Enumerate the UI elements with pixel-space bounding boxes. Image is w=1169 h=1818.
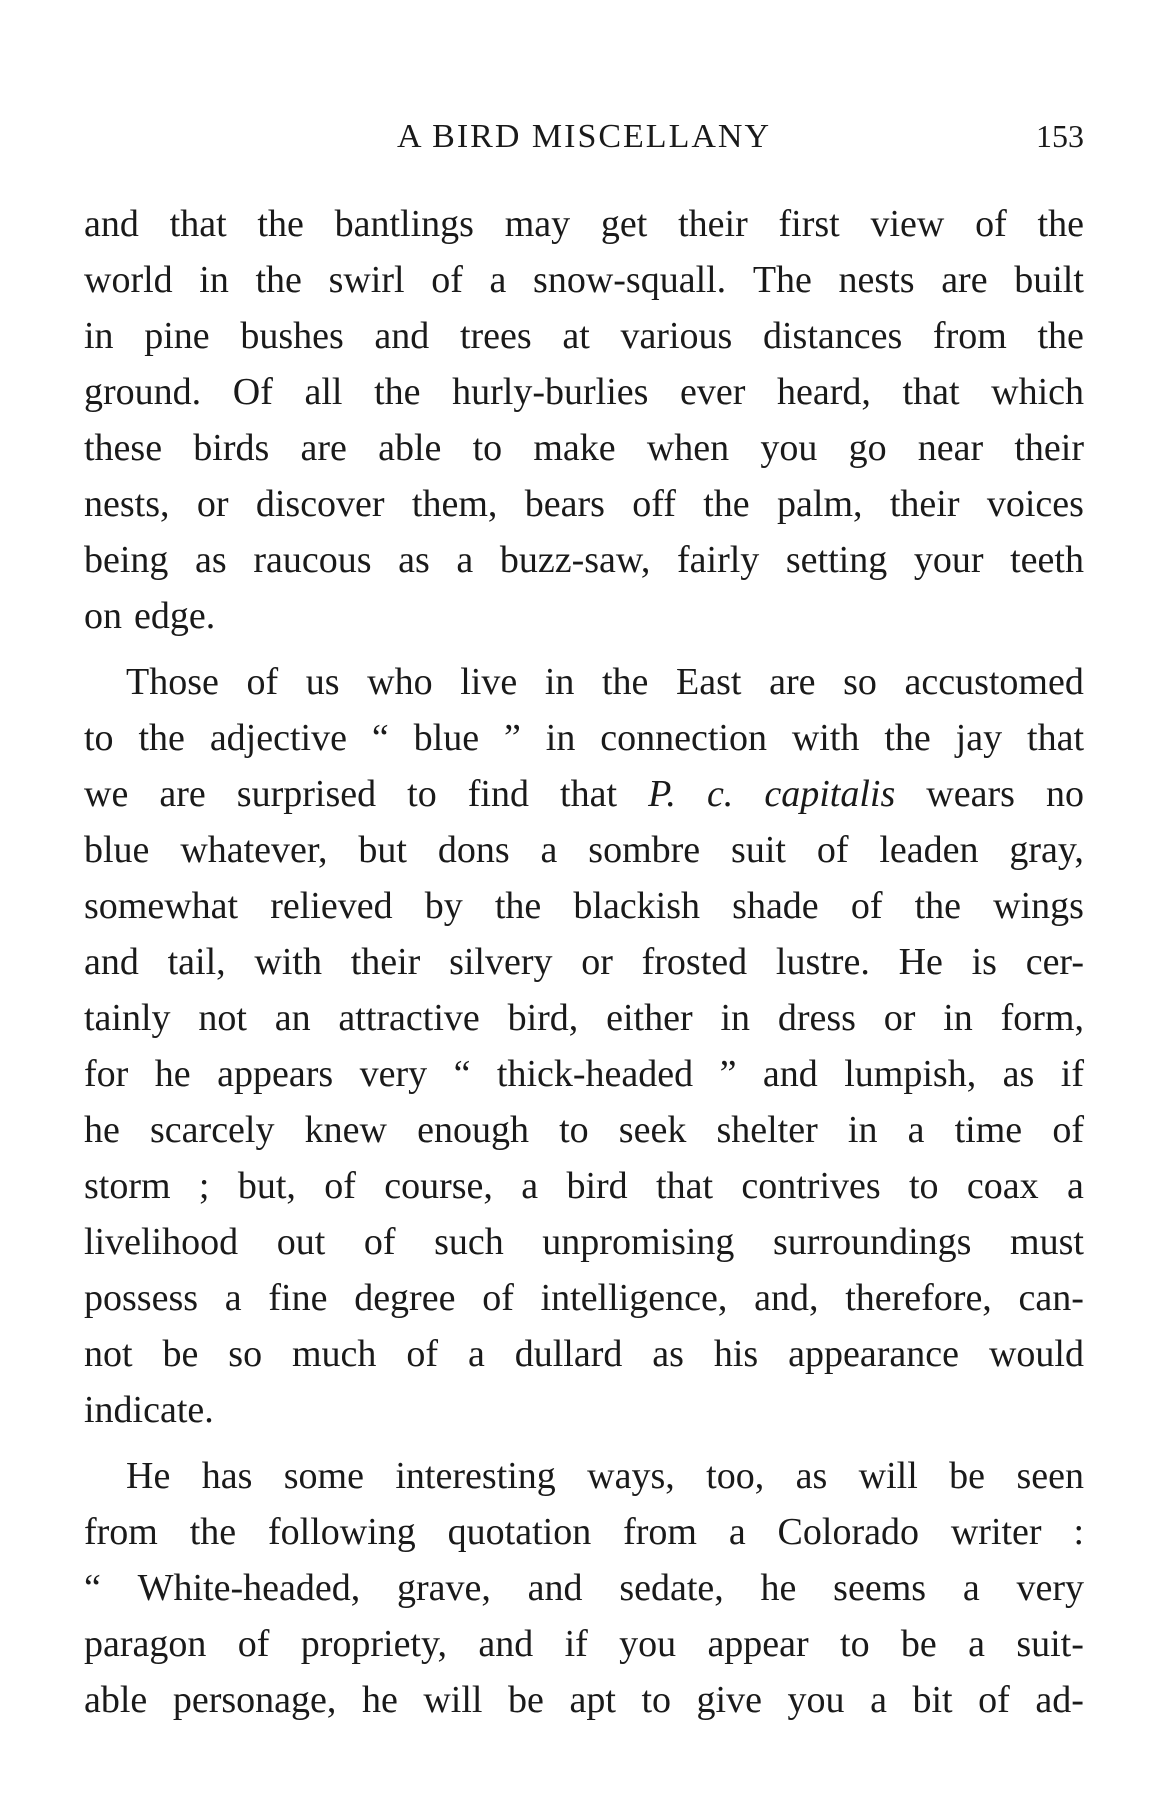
paragraph-3 bbox=[84, 1448, 1084, 1728]
text-line: somewhat relieved by the blackish shade of the wings bbox=[84, 885, 1084, 927]
body-text bbox=[84, 196, 1084, 1738]
text-line: ground. Of all the hurly-burlies ever heard, that which bbox=[84, 371, 1084, 413]
text-line: paragon of propriety, and if you appear to be a suit- bbox=[84, 1623, 1084, 1665]
text-line: on edge. bbox=[84, 595, 216, 637]
text-line: from the following quotation from a Colorado writer : bbox=[84, 1511, 1084, 1553]
text-line: being as raucous as a buzz-saw, fairly setting your teeth bbox=[84, 539, 1084, 581]
text-line: “ White-headed, grave, and sedate, he seems a very bbox=[84, 1567, 1084, 1609]
paragraph-1 bbox=[84, 196, 1084, 644]
text-line: and that the bantlings may get their first view of the bbox=[84, 203, 1084, 245]
text-line: in pine bushes and trees at various distances from the bbox=[84, 315, 1084, 357]
text-line: livelihood out of such unpromising surroundings must bbox=[84, 1221, 1084, 1263]
text-line: nests, or discover them, bears off the palm, their voices bbox=[84, 483, 1084, 525]
text-line: He has some interesting ways, too, as will be seen bbox=[126, 1455, 1084, 1497]
page-number: 153 bbox=[1036, 118, 1084, 154]
text-line: to the adjective “ blue ” in connection with the jay that bbox=[84, 717, 1084, 759]
text-line: for he appears very “ thick-headed ” and lumpish, as if bbox=[84, 1053, 1084, 1095]
text-line: indicate. bbox=[84, 1389, 214, 1431]
page-header bbox=[84, 118, 1084, 168]
text-line: not be so much of a dullard as his appearance would bbox=[84, 1333, 1084, 1375]
text-line: able personage, he will be apt to give you a bit of ad- bbox=[84, 1679, 1084, 1721]
text-line: blue whatever, but dons a sombre suit of leaden gray, bbox=[84, 829, 1084, 871]
text-line: Those of us who live in the East are so accustomed bbox=[126, 661, 1084, 703]
text-line: storm ; but, of course, a bird that contrives to coax a bbox=[84, 1165, 1084, 1207]
text-line: possess a fine degree of intelligence, and, therefore, can- bbox=[84, 1277, 1084, 1319]
text-line: these birds are able to make when you go near their bbox=[84, 427, 1084, 469]
text-line: tainly not an attractive bird, either in dress or in form, bbox=[84, 997, 1084, 1039]
running-title: A BIRD MISCELLANY bbox=[396, 118, 772, 155]
paragraph-2 bbox=[84, 654, 1084, 1438]
text-line: we are surprised to find that P. c. capitalis wears no bbox=[84, 773, 1084, 815]
text-line: world in the swirl of a snow-squall. The nests are built bbox=[84, 259, 1084, 301]
text-line: and tail, with their silvery or frosted lustre. He is cer- bbox=[84, 941, 1084, 983]
text-line: he scarcely knew enough to seek shelter in a time of bbox=[84, 1109, 1084, 1151]
